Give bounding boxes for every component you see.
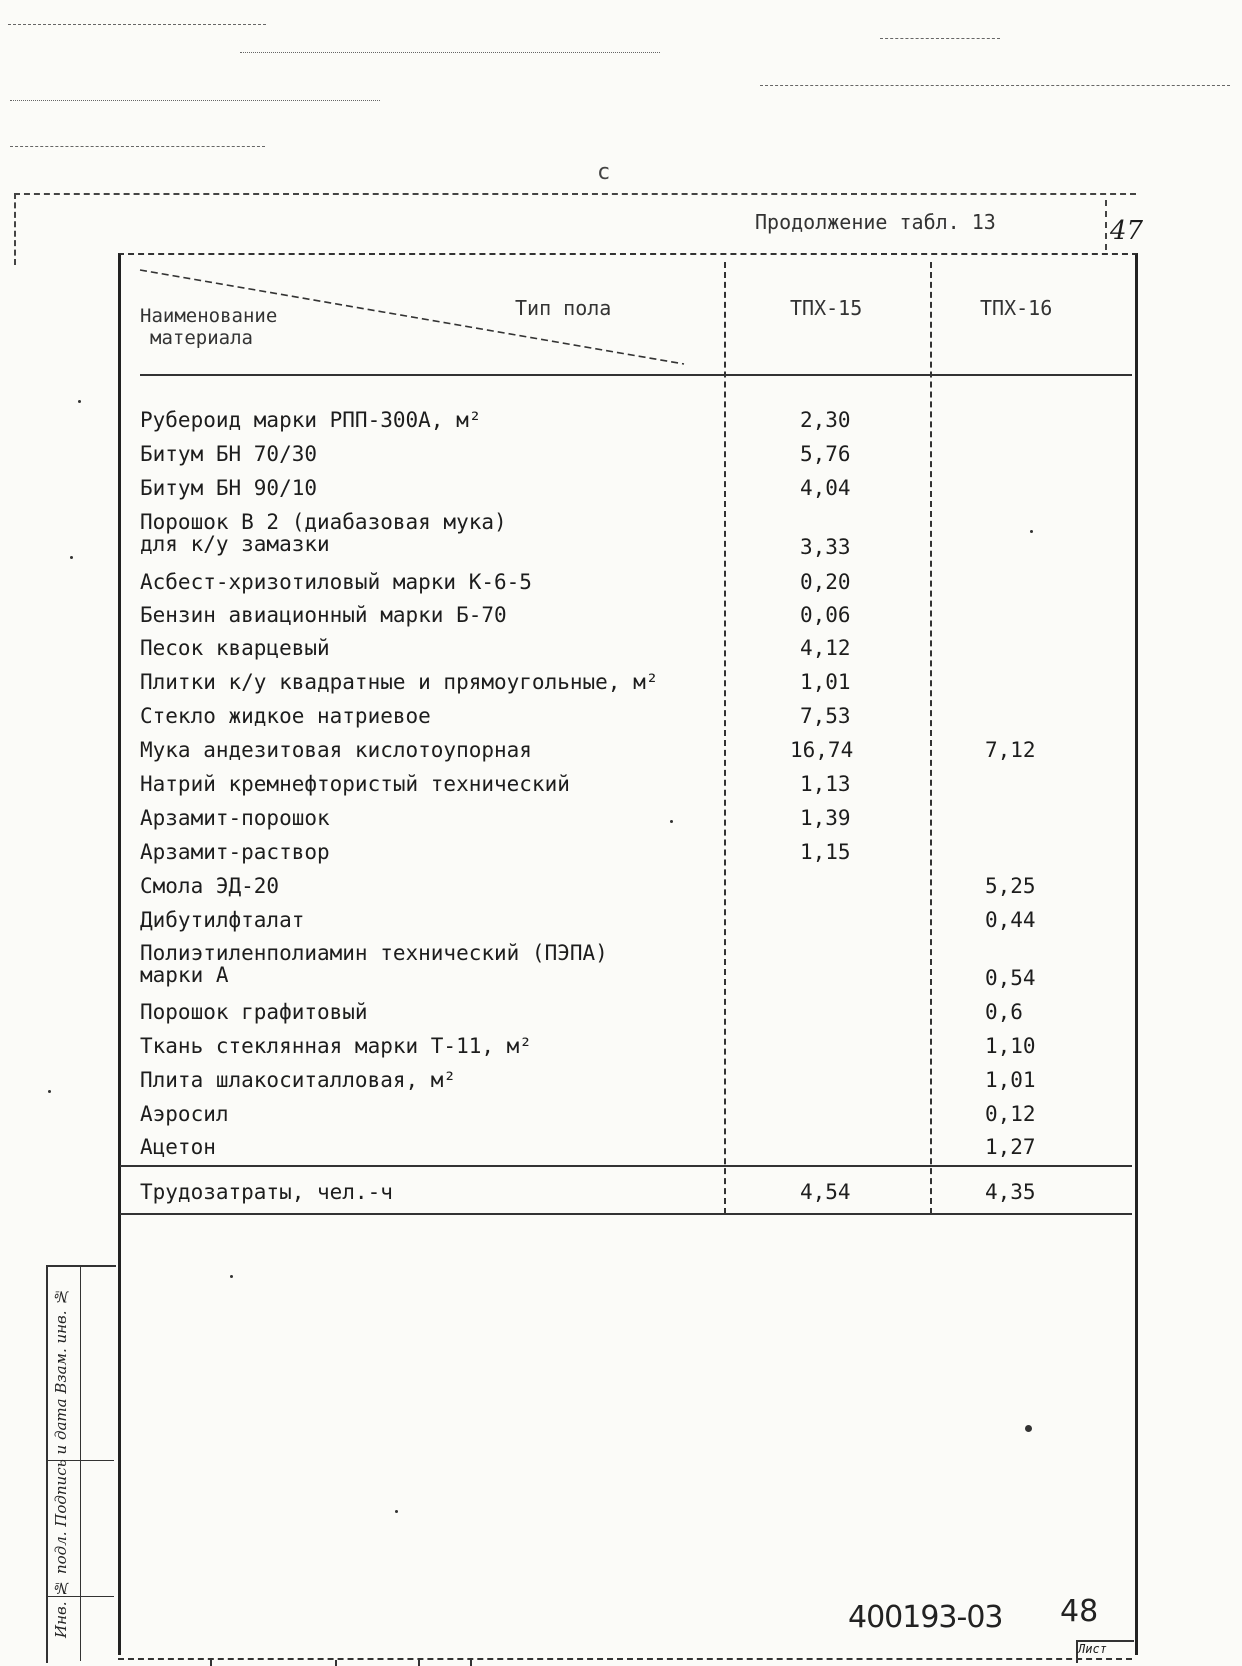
row-value-tpx15: 1,15	[800, 840, 851, 864]
sheet-label-box	[1076, 1640, 1134, 1663]
row-name: Битум БН 90/10	[140, 476, 318, 500]
row-value-tpx16: 0,12	[985, 1102, 1036, 1126]
row-name: Ацетон	[140, 1135, 216, 1159]
row-name-multiline	[140, 511, 507, 555]
scan-artifact-line	[8, 24, 266, 25]
row-value-tpx16: 0,6	[985, 1000, 1023, 1024]
header-rule	[140, 374, 1132, 376]
row-name-line1: Полиэтиленполиамин технический (ПЭПА)	[140, 941, 608, 965]
handwritten-code: 400193-03	[848, 1600, 1003, 1635]
scan-speck	[395, 1510, 398, 1513]
row-name-line1: Порошок В 2 (диабазовая мука)	[140, 510, 507, 534]
scan-speck	[70, 556, 73, 559]
row-name: Ткань стеклянная марки Т-11, м²	[140, 1034, 532, 1058]
row-value-tpx15: 1,13	[800, 772, 851, 796]
row-value-tpx16: 1,27	[985, 1135, 1036, 1159]
sheet-number-divider	[1105, 200, 1107, 250]
row-value-tpx16: 1,01	[985, 1068, 1036, 1092]
row-name: Смола ЭД-20	[140, 874, 280, 898]
total-bottom-rule	[120, 1213, 1132, 1215]
total-value-tpx15: 4,54	[800, 1180, 851, 1204]
row-value-tpx15: 4,12	[800, 636, 851, 660]
row-name: Натрий кремнефтористый технический	[140, 772, 570, 796]
row-value-tpx15: 1,39	[800, 806, 851, 830]
row-name: Рубероид марки РПП-300А, м²	[140, 408, 482, 432]
stamp-divider	[80, 1265, 81, 1661]
row-name: Бензин авиационный марки Б-70	[140, 603, 507, 627]
row-name: Дибутилфталат	[140, 908, 305, 932]
handwritten-page: 48	[1060, 1594, 1099, 1629]
row-value-tpx16: 0,54	[985, 966, 1036, 990]
row-name: Аэросил	[140, 1102, 229, 1126]
row-value-tpx16: 1,10	[985, 1034, 1036, 1058]
row-value-tpx16: 5,25	[985, 874, 1036, 898]
scan-artifact-line	[10, 146, 265, 147]
row-value-tpx16: 7,12	[985, 738, 1036, 762]
row-name-multiline	[140, 942, 608, 986]
scan-speck	[1025, 1425, 1032, 1432]
row-value-tpx15: 4,04	[800, 476, 851, 500]
scan-artifact-line	[240, 52, 660, 53]
header-col-tpx15: ТПХ-15	[790, 296, 863, 320]
header-name-line2: материала	[150, 327, 253, 349]
row-name: Битум БН 70/30	[140, 442, 318, 466]
row-value-tpx15: 0,06	[800, 603, 851, 627]
row-name-line2: марки А	[140, 963, 229, 987]
row-name: Плитки к/у квадратные и прямоугольные, м²	[140, 670, 659, 694]
total-label: Трудозатраты, чел.-ч	[140, 1180, 393, 1204]
row-name: Арзамит-порошок	[140, 806, 330, 830]
header-col-tpx16: ТПХ-16	[980, 296, 1053, 320]
row-value-tpx15: 0,20	[800, 570, 851, 594]
row-name: Плита шлакоситалловая, м²	[140, 1068, 457, 1092]
scan-speck	[48, 1090, 51, 1093]
row-name: Мука андезитовая кислотоупорная	[140, 738, 532, 762]
sheet-label: Лист	[1078, 1642, 1107, 1656]
bottom-rule	[118, 1658, 1132, 1660]
row-name: Порошок графитовый	[140, 1000, 368, 1024]
scan-speck	[670, 820, 673, 823]
row-value-tpx15: 7,53	[800, 704, 851, 728]
total-value-tpx16: 4,35	[985, 1180, 1036, 1204]
row-name: Арзамит-раствор	[140, 840, 330, 864]
scan-artifact-line	[10, 100, 380, 101]
row-value-tpx15: 3,33	[800, 535, 851, 559]
row-name: Песок кварцевый	[140, 636, 330, 660]
scan-speck	[1030, 530, 1033, 533]
column-divider	[724, 262, 726, 1214]
row-value-tpx15: 5,76	[800, 442, 851, 466]
column-divider	[930, 262, 932, 1214]
row-name: Асбест-хризотиловый марки К-6-5	[140, 570, 532, 594]
scan-artifact-line	[760, 85, 1230, 86]
scan-speck	[230, 1275, 233, 1278]
row-value-tpx15: 2,30	[800, 408, 851, 432]
row-name-line2: для к/у замазки	[140, 532, 330, 556]
row-value-tpx16: 0,44	[985, 908, 1036, 932]
header-type-label: Тип пола	[515, 296, 612, 320]
row-value-tpx15: 16,74	[790, 738, 854, 762]
header-name-label	[140, 305, 277, 349]
row-value-tpx15: 1,01	[800, 670, 851, 694]
top-mark: с	[597, 160, 611, 185]
scan-speck	[78, 400, 81, 403]
table-caption: Продолжение табл. 13	[755, 210, 996, 234]
total-top-rule	[120, 1165, 1132, 1167]
stamp-vertical-text: Инв. № подл. Подпись и дата Взам. инв. №	[52, 1287, 70, 1639]
sheet-number: 47	[1110, 216, 1144, 246]
header-name-line1: Наименование	[140, 305, 278, 327]
scan-artifact-line	[880, 38, 1000, 39]
row-name: Стекло жидкое натриевое	[140, 704, 431, 728]
